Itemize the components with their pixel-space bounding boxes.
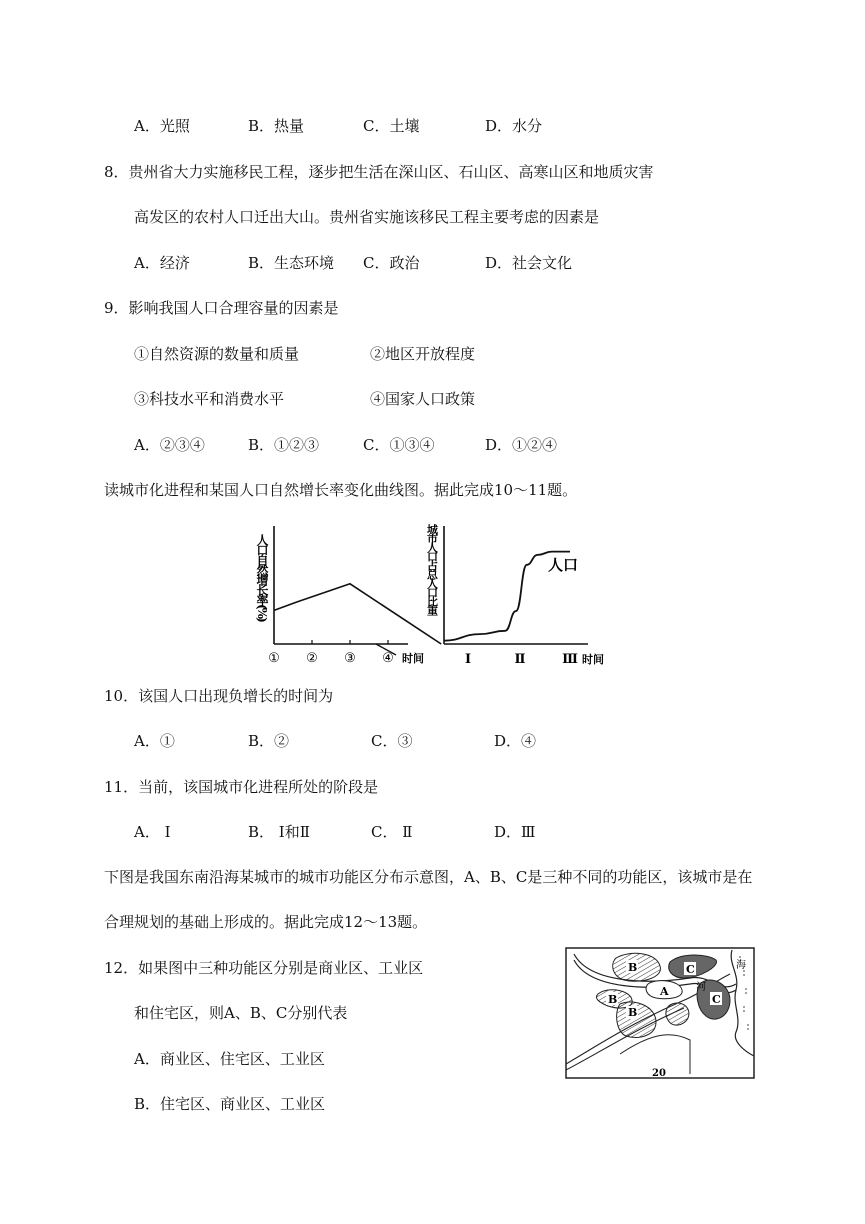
q11-option-c: C． Ⅱ [371, 823, 413, 841]
intro-q12-13-line1: 下图是我国东南沿海某城市的城市功能区分布示意图，A、B、C是三种不同的功能区，该城市是在 [104, 868, 753, 886]
q11-option-d: D．Ⅲ [494, 823, 536, 841]
q12-stem-line1: 12．如果图中三种功能区分别是商业区、工业区 [104, 959, 424, 977]
q10-option-c: C．③ [371, 732, 413, 750]
city-function-map [560, 944, 760, 1082]
intro-q12-13-line2: 合理规划的基础上形成的。据此完成12～13题。 [104, 913, 428, 931]
right-tick-label-2: Ⅱ [514, 652, 526, 667]
q8-option-a: A．经济 [134, 254, 190, 272]
map-label-a: A [660, 985, 669, 998]
zone-b-small [666, 1003, 689, 1025]
q9-option-a: A．②③④ [134, 436, 205, 454]
population-charts [248, 520, 618, 670]
q9-stem: 9．影响我国人口合理容量的因素是 [104, 299, 339, 317]
right-tick-label-3: Ⅲ [562, 652, 578, 667]
q11-option-b: B． Ⅰ和Ⅱ [248, 823, 310, 841]
growth-rate-series-line [274, 584, 441, 644]
q9-item-3: ③科技水平和消费水平 [134, 390, 285, 408]
q11-stem: 11．当前，该国城市化进程所处的阶段是 [104, 778, 379, 796]
q8-stem-line1: 8．贵州省大力实施移民工程，逐步把生活在深山区、石山区、高寒山区和地质灾害 [104, 163, 654, 181]
left-tick-label-2: ② [306, 651, 318, 666]
q7-option-c: C．土壤 [363, 117, 420, 135]
q12-option-a: A．商业区、住宅区、工业区 [134, 1050, 325, 1068]
urbanization-chart [426, 524, 605, 667]
growth-rate-ylabel: 人口自然增长率(%) [255, 534, 269, 621]
q11-option-a: A． Ⅰ [134, 823, 171, 841]
map-label-c2: C [712, 993, 721, 1006]
q7-option-a: A．光照 [134, 117, 190, 135]
q10-stem: 10．该国人口出现负增长的时间为 [104, 687, 334, 705]
q8-option-b: B．生态环境 [248, 254, 335, 272]
q7-option-b: B．热量 [248, 117, 305, 135]
left-tick-label-1: ① [268, 651, 280, 666]
q9-item-2: ②地区开放程度 [370, 345, 476, 363]
q10-option-b: B．② [248, 732, 290, 750]
left-xlabel: 时间 [402, 652, 424, 665]
left-tick-label-3: ③ [344, 651, 356, 666]
right-xlabel: 时间 [582, 653, 604, 666]
map-label-b1: B [628, 961, 638, 974]
urbanization-series-label: 人口 [548, 556, 579, 574]
map-label-b2: B [608, 993, 618, 1006]
left-tick-label-4: ④ [382, 651, 394, 666]
growth-rate-chart [255, 526, 441, 666]
map-label-c1: C [686, 963, 695, 976]
q9-option-c: C．①③④ [363, 436, 435, 454]
q9-item-4: ④国家人口政策 [370, 390, 476, 408]
q8-option-d: D．社会文化 [485, 254, 573, 272]
q9-option-d: D．①②④ [485, 436, 558, 454]
map-river-label: 河 [696, 982, 706, 993]
map-label-b3: B [628, 1006, 638, 1019]
map-sea-label: 海 [736, 960, 746, 971]
q7-option-d: D．水分 [485, 117, 543, 135]
q12-option-b: B．住宅区、商业区、工业区 [134, 1095, 326, 1113]
map-scale-label: 20 [652, 1068, 666, 1079]
urbanization-ylabel: 城市人口占总人口比重 [425, 524, 439, 614]
q9-item-1: ①自然资源的数量和质量 [134, 345, 300, 363]
q9-option-b: B．①②③ [248, 436, 320, 454]
intro-q10-11: 读城市化进程和某国人口自然增长率变化曲线图。据此完成10～11题。 [104, 481, 578, 499]
q8-stem-line2: 高发区的农村人口迁出大山。贵州省实施该移民工程主要考虑的因素是 [134, 208, 600, 226]
q8-option-c: C．政治 [363, 254, 420, 272]
q10-option-a: A．① [134, 732, 175, 750]
q10-option-d: D．④ [494, 732, 537, 750]
q12-stem-line2: 和住宅区，则A、B、C分别代表 [134, 1004, 348, 1022]
right-tick-label-1: Ⅰ [464, 652, 472, 667]
